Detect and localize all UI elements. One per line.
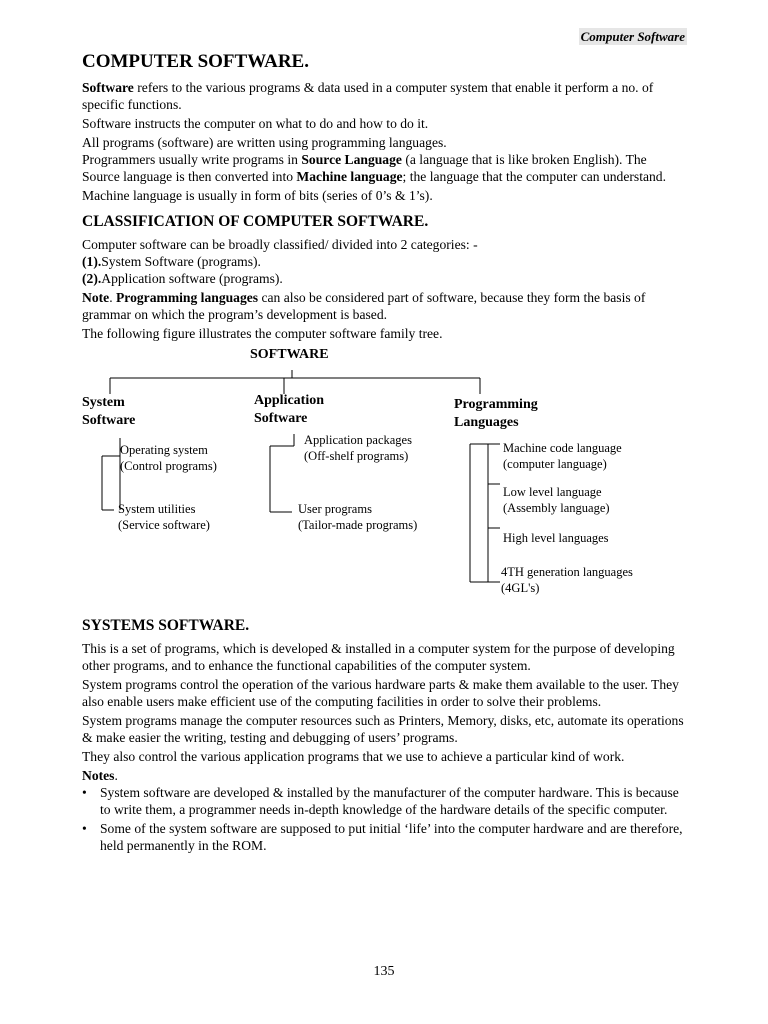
running-title: Computer Software [580, 29, 685, 44]
bullet-icon: • [82, 821, 87, 836]
page [82, 28, 687, 856]
list-item: • Some of the system software are supposed to put initial ‘life’ into the computer hardware and are therefore, held permanently in the ROM. [82, 821, 683, 853]
systems-paragraph-1: This is a set of programs, which is developed & installed in a computer system for the purpose of developing other programs, and to enhance the functional capabilities of the computer system. [82, 641, 675, 673]
tree-leaf-4gl: 4TH generation languages (4GL's) [501, 565, 633, 595]
tree-leaf-system-utilities: System utilities (Service software) [118, 502, 210, 532]
tree-leaf-user-programs: User programs (Tailor-made programs) [298, 502, 418, 532]
intro-paragraph-5: Machine language is usually in form of bits (series of 0’s & 1’s). [82, 188, 433, 203]
systems-paragraph-4: They also control the various application programs that we use to achieve a particular kind of work. [82, 749, 625, 764]
intro-paragraph-4: Programmers usually write programs in Source Language (a language that is like broken English). The Source language is then converted into Machine language; the language that the computer can understand. [82, 152, 667, 184]
page-title: COMPUTER SOFTWARE. [82, 51, 309, 72]
tree-node-application-software: Application Software [254, 393, 325, 426]
intro-paragraph-2: Software instructs the computer on what to do and how to do it. [82, 116, 429, 131]
classification-note: Note. Programming languages can also be considered part of software, because they form the basis of grammar on which the program’s development is based. [82, 290, 646, 322]
systems-paragraph-3: System programs manage the computer resources such as Printers, Memory, disks, etc, automate its operations & make easier the writing, testing and debugging of users’ programs. [82, 713, 684, 745]
classification-lead: Computer software can be broadly classified/ divided into 2 categories: - [82, 237, 478, 252]
systems-paragraph-2: System programs control the operation of the various hardware parts & make them available to the user. They also enable users make efficient use of the computing facilities in order to solve their problems. [82, 677, 679, 709]
tree-leaf-low-level: Low level language (Assembly language) [503, 485, 610, 515]
list-item: • System software are developed & installed by the manufacturer of the computer hardware. This is because to write them, a programmer needs in-depth knowledge of the hardware details of the specific computer. [82, 785, 679, 817]
tree-node-programming-languages: Programming Languages [454, 397, 538, 430]
systems-software-heading: SYSTEMS SOFTWARE. [82, 617, 250, 634]
classification-item-2: (2).Application software (programs). [82, 271, 283, 286]
software-family-tree [82, 346, 687, 608]
tree-leaf-high-level: High level languages [503, 531, 609, 545]
tree-leaf-operating-system: Operating system (Control programs) [120, 443, 217, 473]
classification-heading: CLASSIFICATION OF COMPUTER SOFTWARE. [82, 213, 429, 230]
running-header [82, 28, 687, 45]
tree-root: SOFTWARE [250, 347, 329, 362]
tree-leaf-machine-code: Machine code language (computer language) [503, 441, 622, 471]
intro-paragraph-1: Software refers to the various programs & data used in a computer system that enable it perform a no. of specific functions. [82, 80, 654, 112]
intro-paragraph-3: All programs (software) are written using programming languages. [82, 135, 447, 150]
page-number: 135 [373, 964, 395, 979]
classification-item-1: (1).System Software (programs). [82, 254, 261, 269]
notes-label: Notes. [82, 768, 118, 783]
bullet-icon: • [82, 785, 87, 800]
tree-node-system-software: System Software [82, 395, 136, 428]
notes-list [82, 784, 687, 854]
figure-lead: The following figure illustrates the computer software family tree. [82, 326, 443, 341]
tree-leaf-application-packages: Application packages (Off-shelf programs) [304, 433, 412, 463]
